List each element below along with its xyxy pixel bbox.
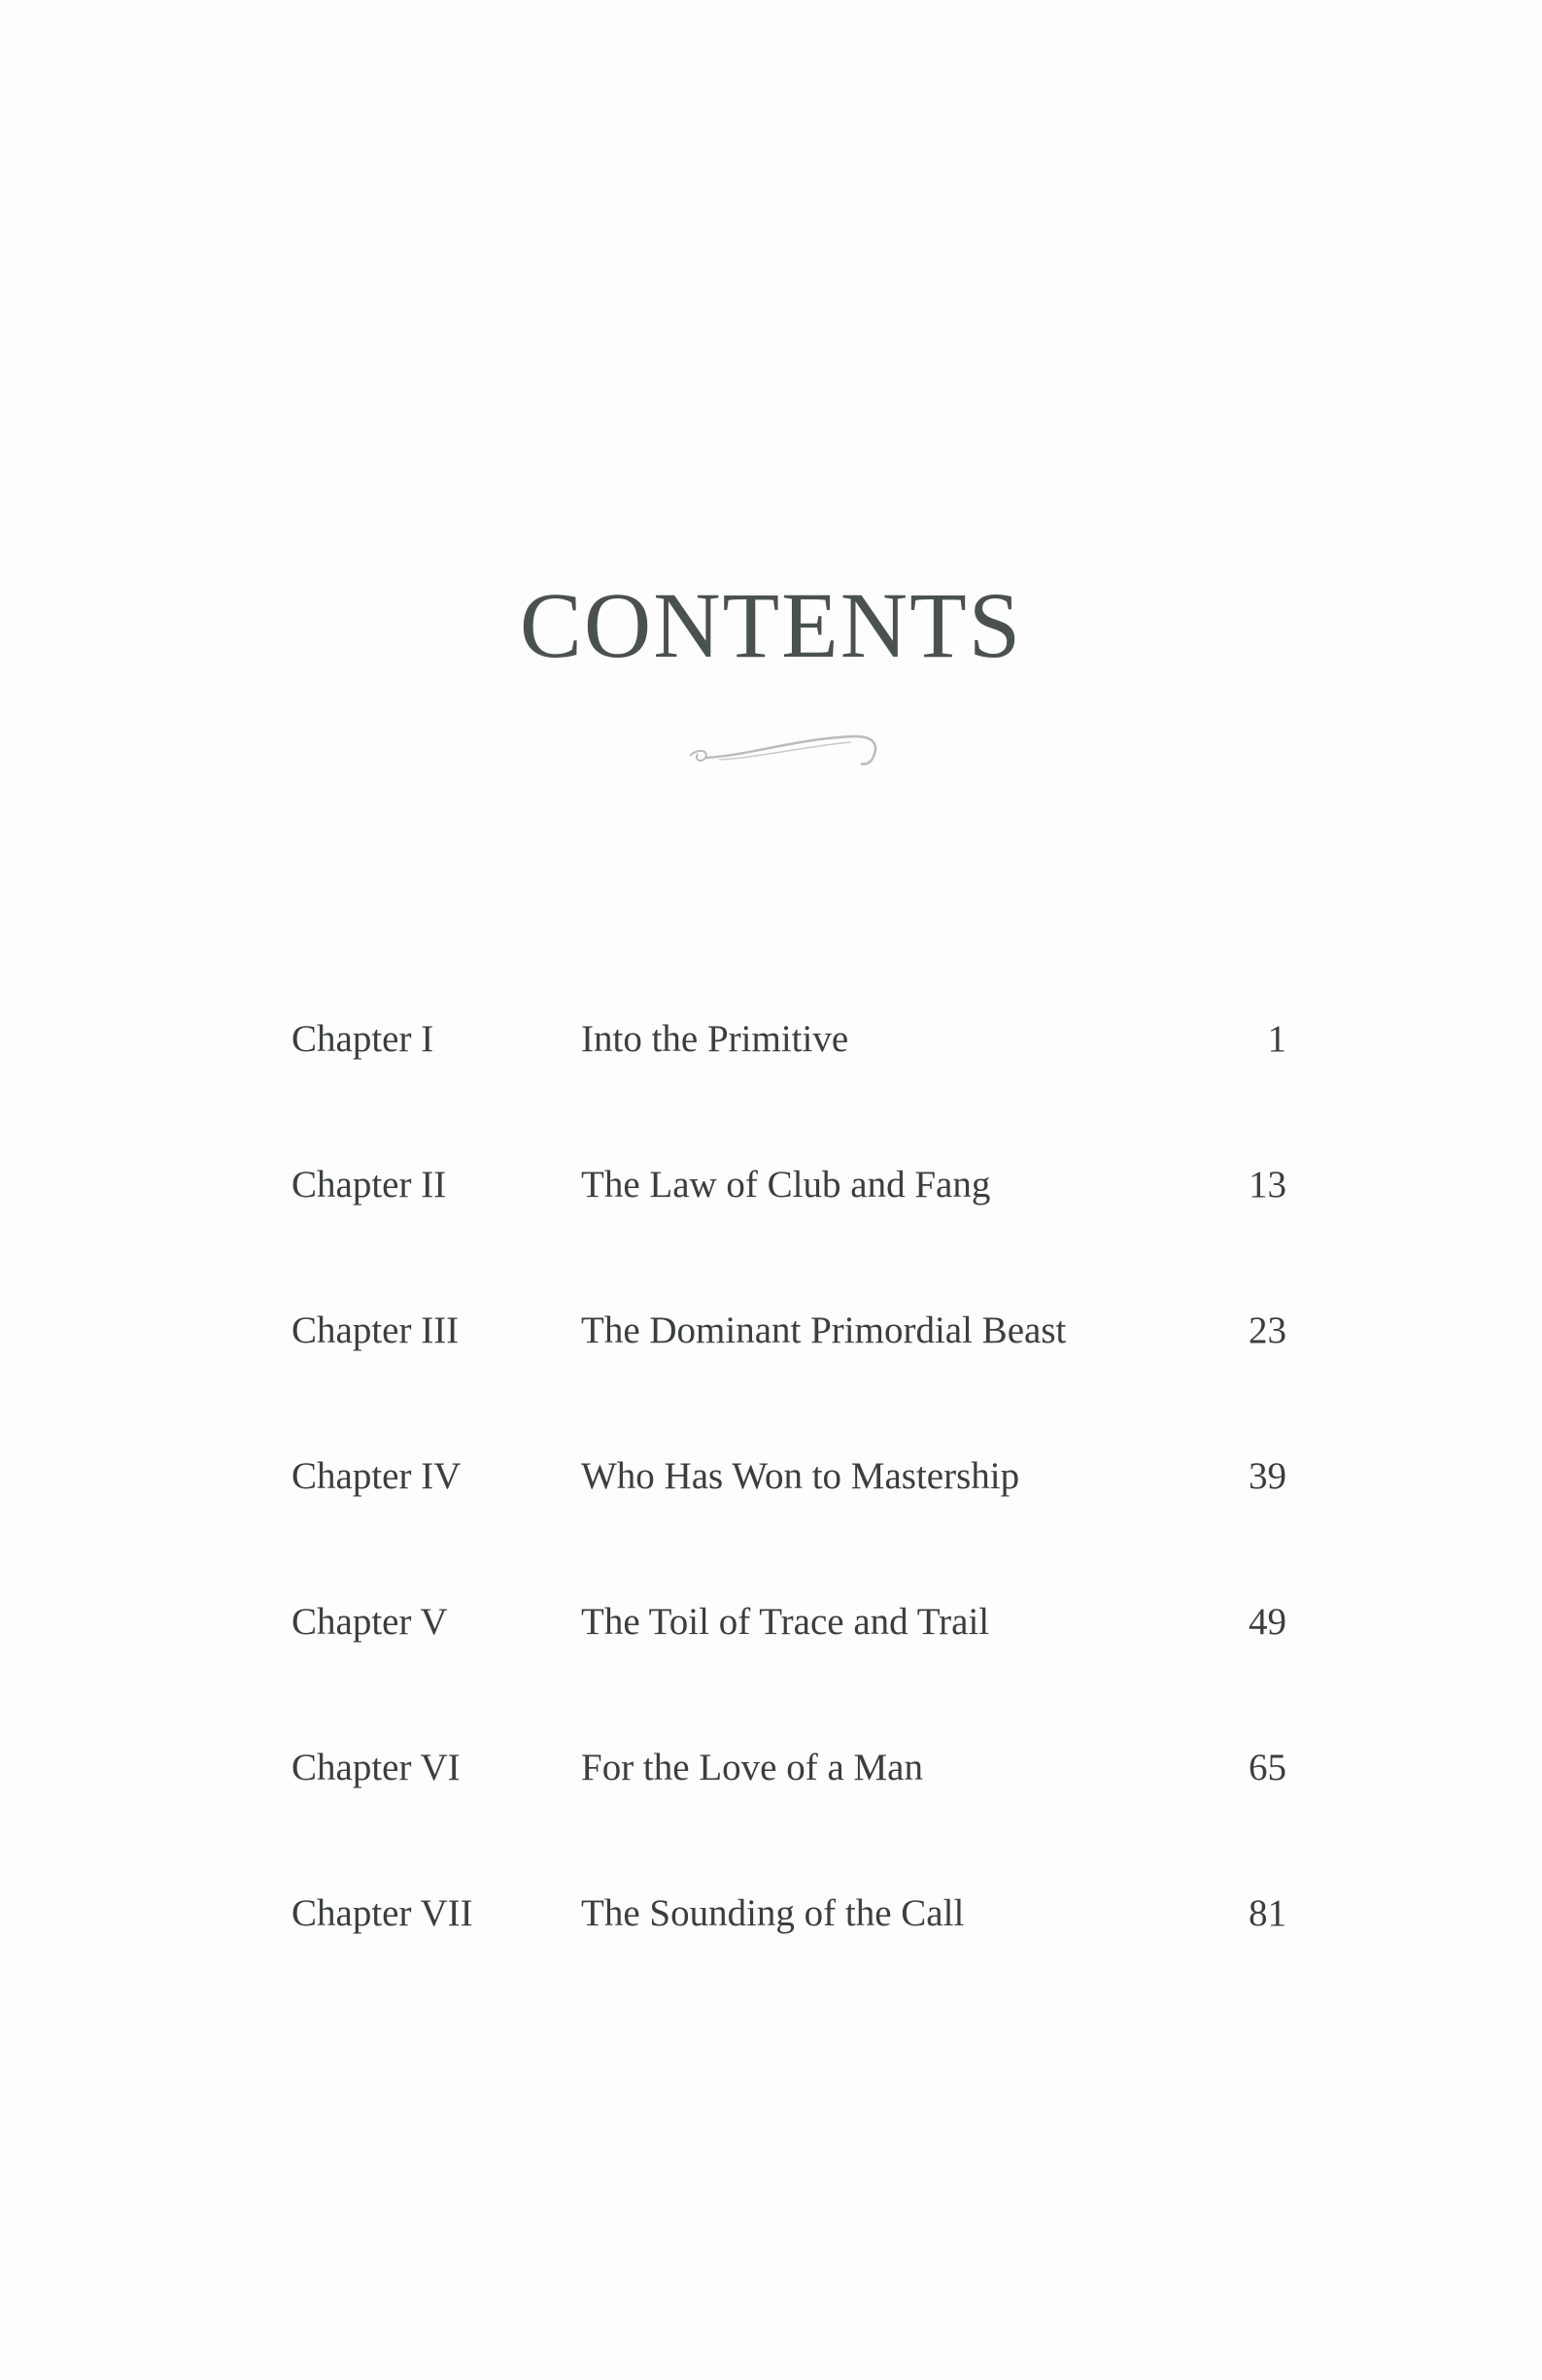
toc-entry[interactable] [0,1010,1542,1069]
page-number: 1 [1267,1018,1286,1060]
toc-entry[interactable] [0,1447,1542,1506]
flourish-ornament-icon [680,721,894,789]
chapter-title: The Toil of Trace and Trail [581,1601,990,1643]
chapter-title: The Dominant Primordial Beast [581,1309,1067,1351]
page-title: CONTENTS [519,573,1023,677]
toc-entry[interactable] [0,1156,1542,1214]
page-number: 49 [1249,1601,1286,1643]
page-number: 23 [1249,1309,1286,1351]
chapter-number: Chapter VII [291,1892,473,1934]
chapter-number: Chapter IV [291,1455,462,1497]
chapter-number: Chapter II [291,1164,447,1206]
chapter-number: Chapter I [291,1018,434,1060]
page-number: 81 [1249,1892,1286,1934]
chapter-title: The Law of Club and Fang [581,1164,991,1206]
chapter-number: Chapter III [291,1309,460,1351]
page-number: 39 [1249,1455,1286,1497]
chapter-title: Into the Primitive [581,1018,849,1060]
toc-entry[interactable] [0,1885,1542,1943]
toc-entry[interactable] [0,1593,1542,1651]
toc-entry[interactable] [0,1739,1542,1797]
chapter-number: Chapter VI [291,1747,461,1788]
page-number: 65 [1249,1747,1286,1788]
page-number: 13 [1249,1164,1286,1206]
chapter-title: The Sounding of the Call [581,1892,965,1934]
chapter-number: Chapter V [291,1601,448,1643]
chapter-title: Who Has Won to Mastership [581,1455,1020,1497]
toc-entry[interactable] [0,1302,1542,1360]
chapter-title: For the Love of a Man [581,1747,923,1788]
